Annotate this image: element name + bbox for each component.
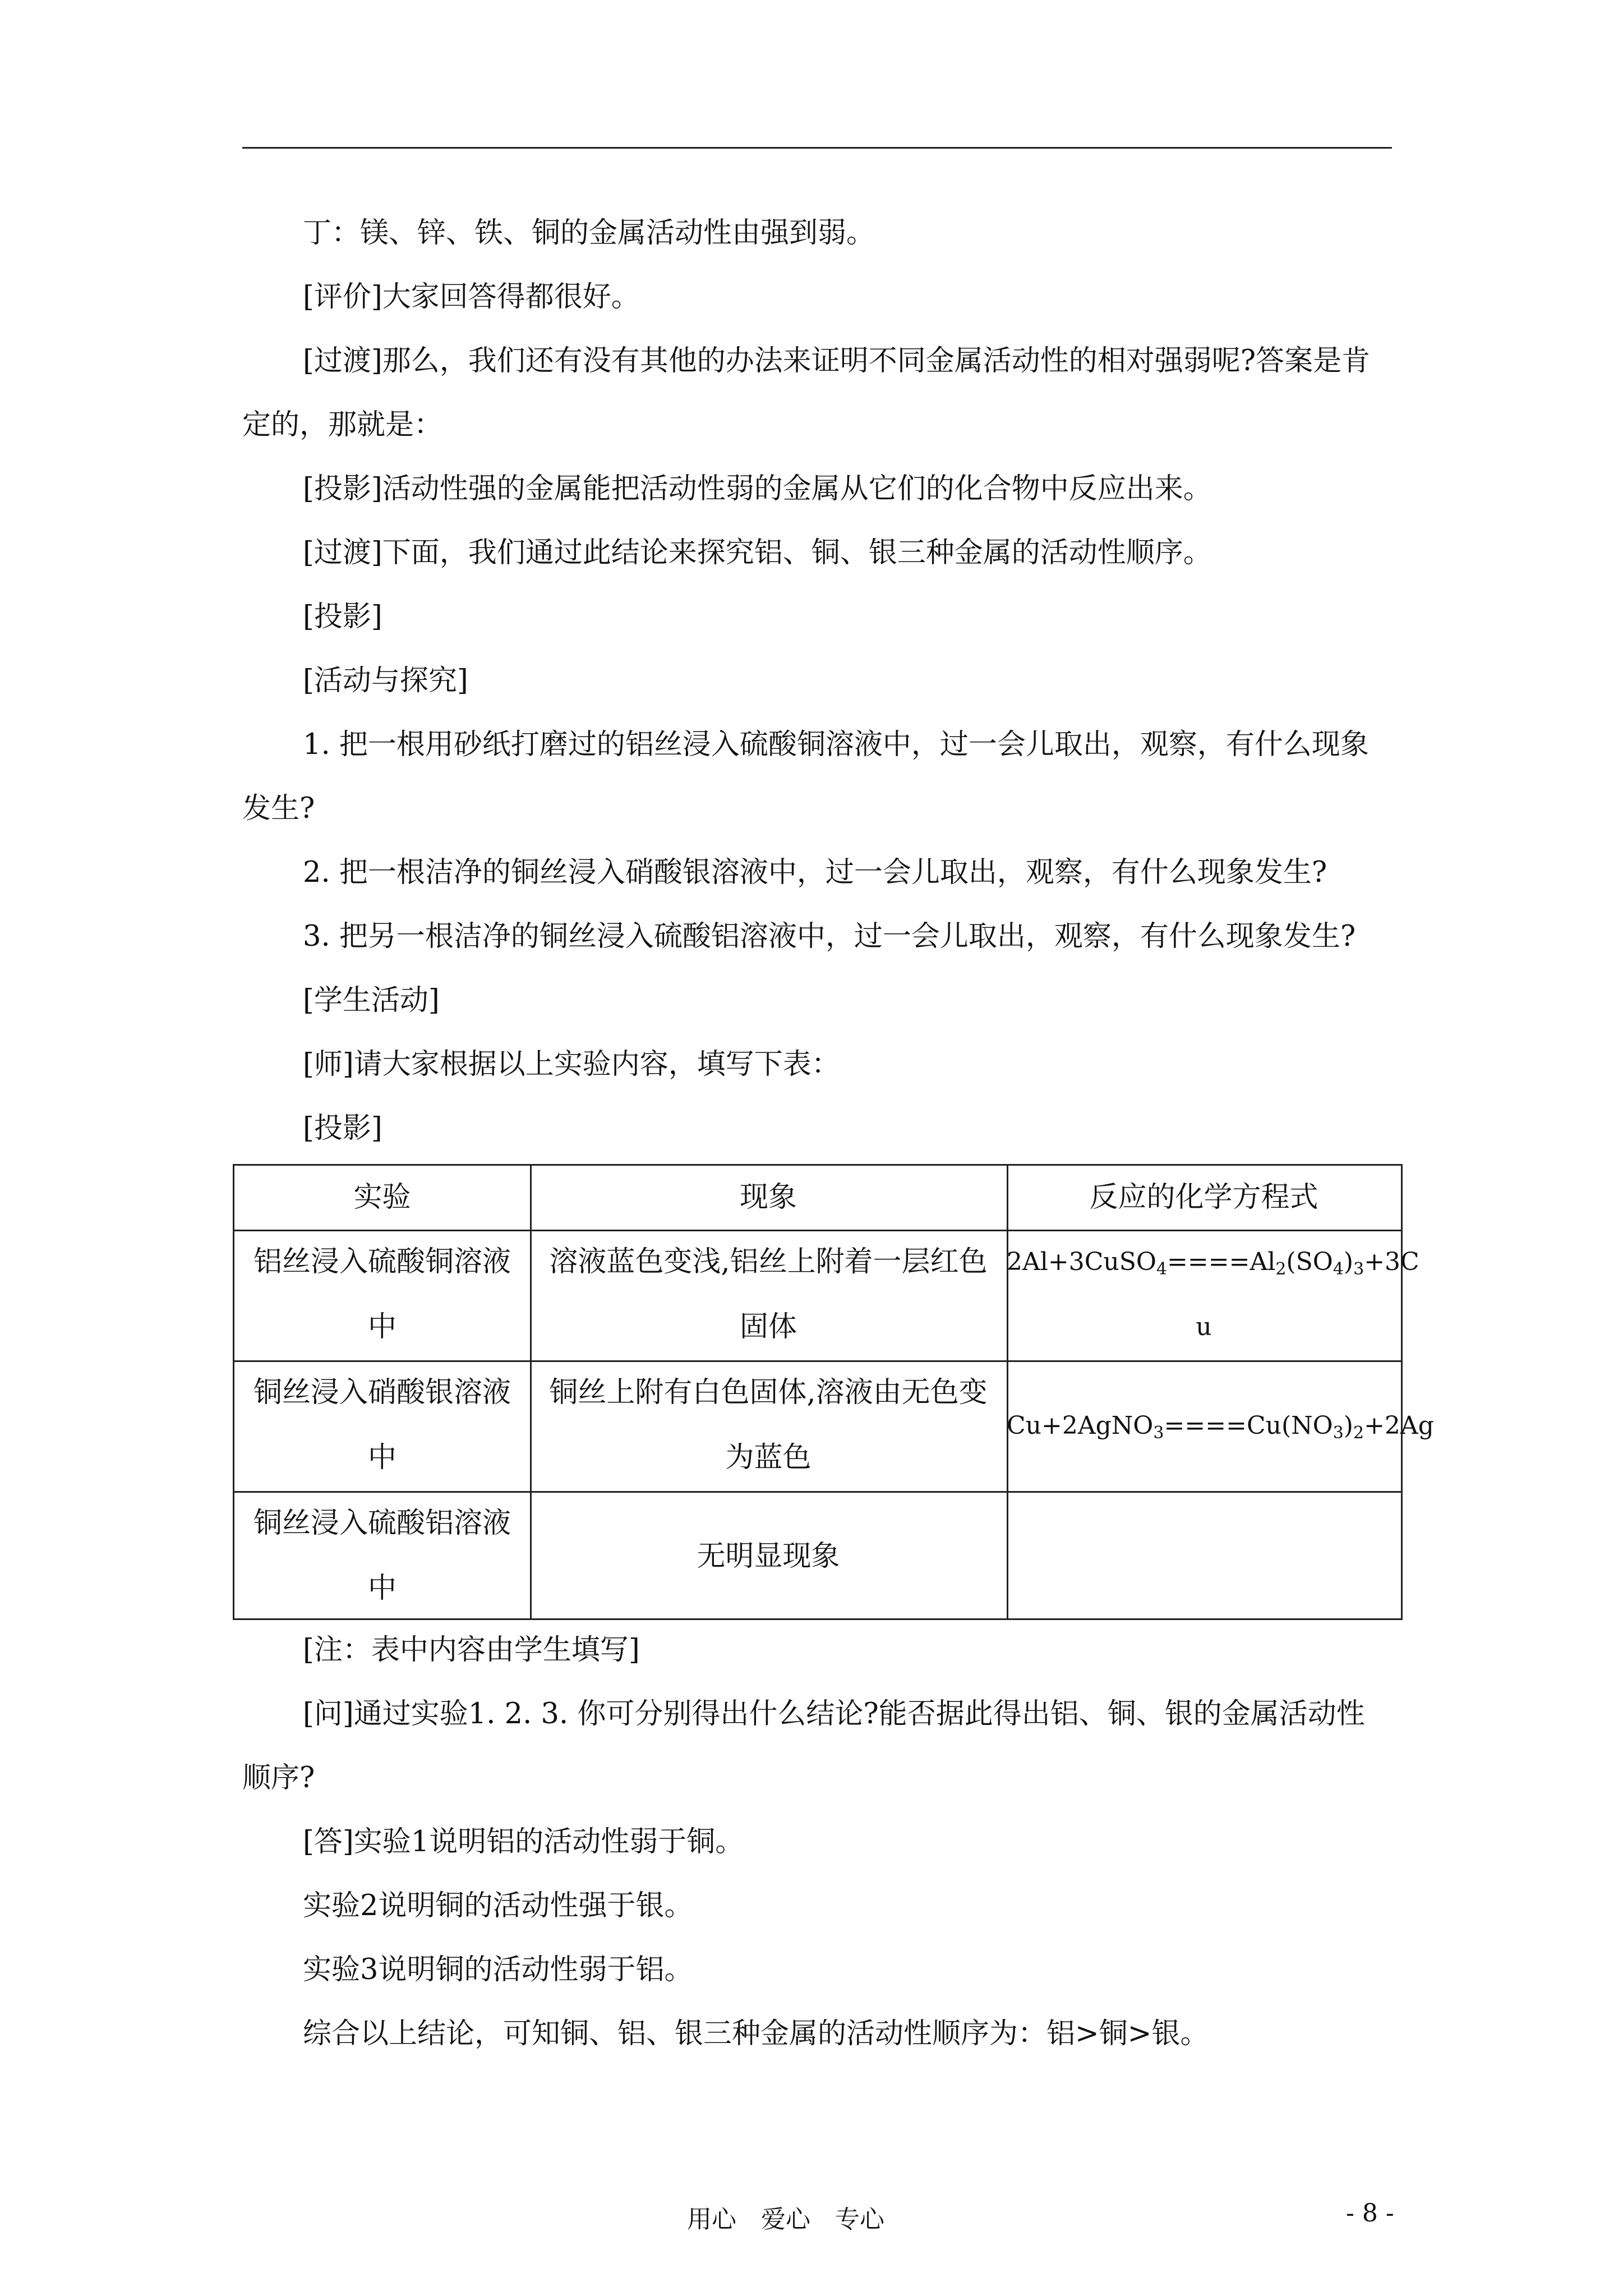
table-row — [234, 1491, 530, 1621]
header-rule — [242, 147, 1392, 149]
table-cell-experiment: 中 — [367, 1441, 396, 1474]
table-cell-phenomenon: 无明显现象 — [697, 1540, 840, 1573]
table-row — [234, 1230, 530, 1360]
paragraph: 定的，那就是： — [242, 408, 443, 441]
paragraph: [投影] — [303, 600, 382, 633]
table-cell-equation — [1007, 1230, 1419, 1360]
paragraph: [投影] — [303, 1112, 382, 1145]
paragraph: [师]请大家根据以上实验内容，填写下表： — [303, 1048, 840, 1081]
paragraph: 实验2说明铜的活动性强于银。 — [303, 1889, 693, 1922]
table-header-experiment: 实验 — [353, 1181, 411, 1214]
page-number: - 8 - — [1346, 2199, 1394, 2228]
chemical-equation-continued: u — [1196, 1313, 1212, 1341]
cell-text: 固体 — [739, 1310, 797, 1343]
table-cell-equation — [1007, 1360, 1434, 1491]
experiment-table — [233, 1164, 1434, 1620]
cell-text: 铜丝上附有白色固体,溶液由无色变 — [549, 1376, 988, 1409]
table-cell-experiment: 铜丝浸入硝酸银溶液 — [253, 1376, 511, 1409]
paragraph: 1. 把一根用砂纸打磨过的铝丝浸入硫酸铜溶液中，过一会儿取出，观察，有什么现象 — [303, 728, 1369, 761]
paragraph: [活动与探究] — [303, 664, 468, 697]
paragraph: 丁：镁、锌、铁、铜的金属活动性由强到弱。 — [303, 217, 875, 250]
cell-text: 溶液蓝色变浅,铝丝上附着一层红色 — [549, 1245, 988, 1278]
paragraph: 发生? — [242, 792, 315, 825]
footer-motto: 用心 爱心 专心 — [687, 2205, 884, 2234]
paragraph: [投影]活动性强的金属能把活动性弱的金属从它们的化合物中反应出来。 — [303, 472, 1212, 505]
table-header-equation: 反应的化学方程式 — [1089, 1181, 1318, 1214]
paragraph: 3. 把另一根洁净的铜丝浸入硫酸铝溶液中，过一会儿取出，观察，有什么现象发生? — [303, 920, 1356, 953]
paragraph: [过渡]那么，我们还有没有其他的办法来证明不同金属活动性的相对强弱呢?答案是肯 — [303, 344, 1371, 378]
paragraph: 实验3说明铜的活动性弱于铝。 — [303, 1953, 693, 1986]
table-cell-experiment: 中 — [367, 1310, 396, 1343]
paragraph: [学生活动] — [303, 984, 440, 1017]
paragraph: [过渡]下面，我们通过此结论来探究铝、铜、银三种金属的活动性顺序。 — [303, 536, 1212, 569]
paragraph: 2. 把一根洁净的铜丝浸入硝酸银溶液中，过一会儿取出，观察，有什么现象发生? — [303, 856, 1327, 889]
table-row — [234, 1360, 530, 1490]
table-cell-phenomenon — [530, 1360, 1007, 1490]
paragraph: 顺序? — [242, 1761, 315, 1795]
chemical-equation: $Cu+2AgNO_3====Cu(NO_3)_2+2Ag$ — [1007, 1411, 1434, 1443]
chemical-equation: $2Al+3CuSO_4====Al_2(SO_4)_3+3C$ — [1007, 1248, 1419, 1279]
table-cell-experiment: 铝丝浸入硫酸铜溶液 — [253, 1245, 511, 1278]
table-cell-experiment: 中 — [367, 1572, 396, 1605]
paragraph: [评价]大家回答得都很好。 — [303, 280, 640, 314]
paragraph: [注：表中内容由学生填写] — [303, 1634, 640, 1667]
table-header-phenomenon: 现象 — [739, 1181, 797, 1214]
table-cell-phenomenon — [530, 1230, 1007, 1360]
paragraph: [问]通过实验1. 2. 3. 你可分别得出什么结论?能否据此得出铝、铜、银的金属活动性 — [303, 1697, 1365, 1731]
paragraph: 综合以上结论，可知铜、铝、银三种金属的活动性顺序为：铝>铜>银。 — [303, 2017, 1209, 2050]
paragraph: [答]实验1说明铝的活动性弱于铜。 — [303, 1825, 744, 1858]
table-cell-experiment: 铜丝浸入硫酸铝溶液 — [253, 1507, 511, 1540]
cell-text: 为蓝色 — [725, 1441, 811, 1474]
